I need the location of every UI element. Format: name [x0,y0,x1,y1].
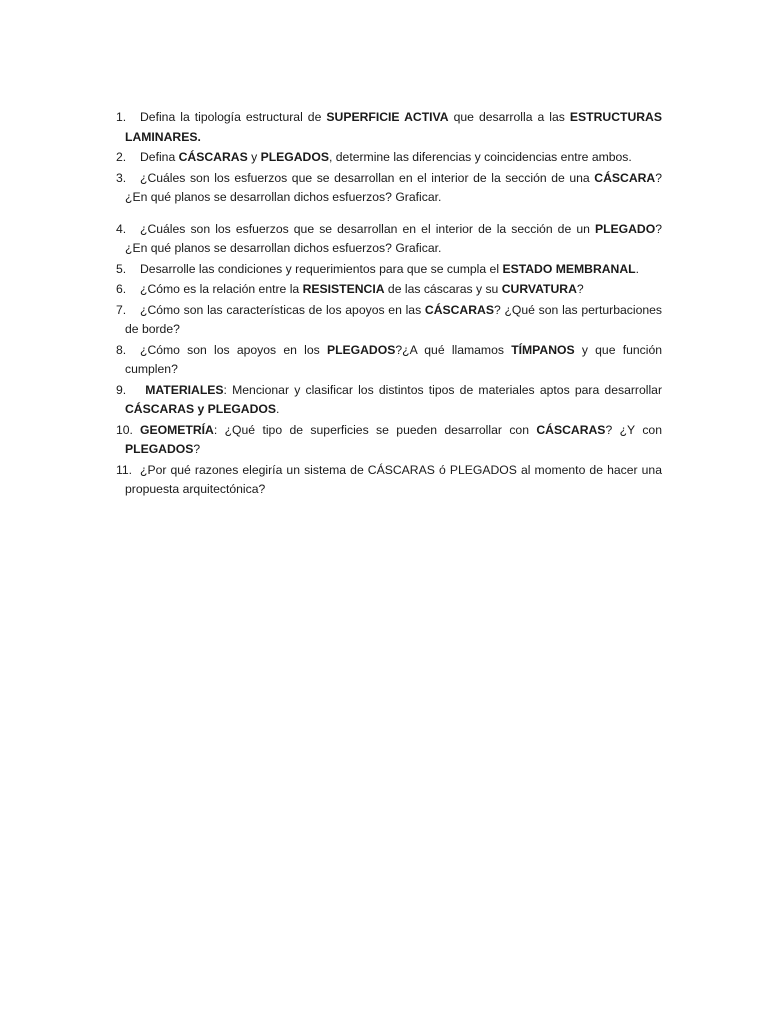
question-number: 11. [116,462,133,477]
question-text: . [276,402,280,416]
question-item [114,421,662,460]
question-keyword: CURVATURA [501,282,577,296]
question-text: . [635,261,639,276]
question-item [114,260,662,280]
question-keyword: ESTRUCTURAS LAMINARES. [125,110,662,144]
question-number: 9. [116,382,127,397]
question-text: ? ¿Y con [605,422,662,437]
question-number: 6. [116,282,127,296]
question-text: ? ¿Qué son las perturbaciones de borde? [125,302,662,336]
question-text: y [247,150,261,164]
question-keyword: PLEGADOS [260,150,329,164]
question-text: : ¿Qué tipo de superficies se pueden desarrollar con [213,422,537,437]
question-item [114,301,662,340]
question-list [114,108,662,501]
question-keyword: CÁSCARAS [424,302,494,317]
question-keyword: GEOMETRÍA [140,422,214,437]
question-text: que desarrolla a las [448,110,570,124]
question-text: ¿Cuáles son los esfuerzos que se desarrollan en el interior de la sección de una [140,170,595,185]
question-keyword: TÍMPANOS [511,342,575,357]
question-text: : Mencionar y clasificar los distintos tipos de materiales aptos para desarrollar [223,382,663,397]
question-text: Desarrolle las condiciones y requerimientos para que se cumpla el [140,261,503,276]
question-number: 5. [116,261,127,276]
question-number: 7. [116,302,127,317]
question-item [114,280,662,300]
question-text: , determine las diferencias y coincidencias entre ambos. [328,150,632,164]
question-keyword: CÁSCARAS [178,150,248,164]
question-item [114,220,662,259]
question-text: ?¿A qué llamamos [395,342,512,357]
question-keyword: CÁSCARAS y PLEGADOS [125,402,277,416]
question-keyword: PLEGADOS [125,442,194,456]
question-item [114,341,662,380]
question-text: ¿Cómo son las características de los apoyos en las [140,302,425,317]
question-keyword: MATERIALES [145,382,224,397]
question-text: ? ¿En qué planos se desarrollan dichos esfuerzos? Graficar. [125,170,662,204]
question-number: 1. [116,110,127,124]
question-keyword: RESISTENCIA [302,282,385,296]
question-text: ? [576,282,584,296]
question-text: de las cáscaras y su [384,282,502,296]
question-number: 2. [116,150,127,164]
question-item [114,169,662,208]
question-text: ? [193,442,201,456]
question-keyword: PLEGADO [594,221,656,236]
question-number: 3. [116,170,127,185]
question-item [114,381,662,420]
question-text: ¿Por qué razones elegiría un sistema de CÁSCARAS ó PLEGADOS al momento de hacer una propuesta arquitectónica? [125,462,662,496]
question-item [114,148,662,168]
question-item [114,461,662,500]
question-text: Defina la tipología estructural de [140,110,327,124]
question-text: ¿Cuáles son los esfuerzos que se desarrollan en el interior de la sección de un [140,221,595,236]
question-text: ? ¿En qué planos se desarrollan dichos esfuerzos? Graficar. [125,221,662,255]
question-item [114,108,662,147]
question-keyword: ESTADO MEMBRANAL [502,261,636,276]
question-number: 8. [116,342,127,357]
question-keyword: CÁSCARA [594,170,656,185]
question-text: y que función cumplen? [125,342,662,376]
question-text: ¿Cómo es la relación entre la [140,282,303,296]
question-keyword: PLEGADOS [326,342,396,357]
question-keyword: CÁSCARAS [536,422,606,437]
question-keyword: SUPERFICIE ACTIVA [326,110,449,124]
question-text: ¿Cómo son los apoyos en los [140,342,327,357]
question-number: 4. [116,221,127,236]
question-text: Defina [140,150,179,164]
question-number: 10. [116,422,133,437]
